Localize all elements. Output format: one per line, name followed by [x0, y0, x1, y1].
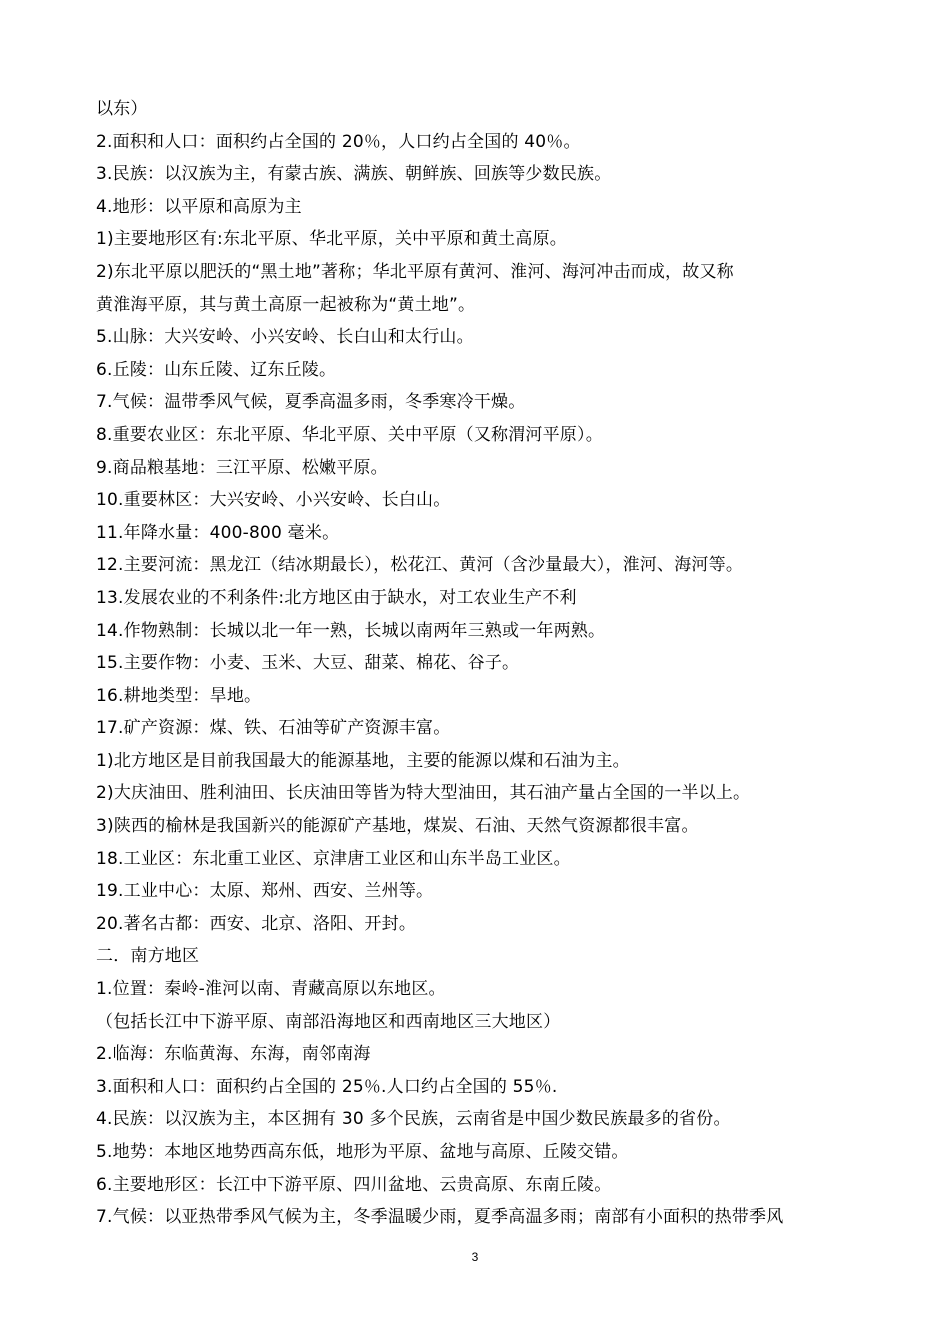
text-line: 2)大庆油田、胜利油田、长庆油田等皆为特大型油田，其石油产量占全国的一半以上。	[96, 783, 751, 804]
text-line: 3.民族：以汉族为主，有蒙古族、满族、朝鲜族、回族等少数民族。	[96, 164, 612, 185]
text-line: 7.气候：以亚热带季风气候为主，冬季温暖少雨，夏季高温多雨；南部有小面积的热带季风	[96, 1207, 784, 1228]
text-line: 3)陕西的榆林是我国新兴的能源矿产基地，煤炭、石油、天然气资源都很丰富。	[96, 816, 699, 837]
text-line: 10.重要林区：大兴安岭、小兴安岭、长白山。	[96, 490, 451, 511]
text-line: 1)北方地区是目前我国最大的能源基地，主要的能源以煤和石油为主。	[96, 750, 630, 771]
text-line: 以东）	[96, 99, 148, 119]
text-line: 17.矿产资源：煤、铁、石油等矿产资源丰富。	[96, 718, 451, 739]
page-number: 3	[471, 1250, 479, 1264]
text-line: 20.著名古都：西安、北京、洛阳、开封。	[96, 913, 417, 934]
text-line: （包括长江中下游平原、南部沿海地区和西南地区三大地区）	[96, 1011, 561, 1032]
section-heading: 二．南方地区	[96, 946, 200, 967]
text-line: 2.临海：东临黄海、东海，南邻南海	[96, 1044, 371, 1065]
document-body	[96, 93, 886, 1234]
text-line: 19.工业中心：太原、郑州、西安、兰州等。	[96, 881, 434, 902]
text-line: 18.工业区：东北重工业区、京津唐工业区和山东半岛工业区。	[96, 848, 571, 869]
text-line: 8.重要农业区：东北平原、华北平原、关中平原（又称渭河平原）。	[96, 424, 603, 445]
text-line: 2.面积和人口：面积约占全国的 20％，人口约占全国的 40％。	[96, 131, 581, 152]
text-line: 黄淮海平原，其与黄土高原一起被称为“黄土地”。	[96, 294, 476, 315]
text-line: 1.位置：秦岭-淮河以南、青藏高原以东地区。	[96, 979, 446, 1000]
text-line: 5.山脉：大兴安岭、小兴安岭、长白山和太行山。	[96, 327, 474, 348]
text-line: 1)主要地形区有:东北平原、华北平原，关中平原和黄土高原。	[96, 229, 567, 250]
text-line: 11.年降水量：400-800 毫米。	[96, 522, 340, 543]
text-line: 7.气候：温带季风气候，夏季高温多雨，冬季寒冷干燥。	[96, 392, 526, 413]
text-line: 3.面积和人口：面积约占全国的 25％.人口约占全国的 55％.	[96, 1076, 558, 1097]
text-line: 5.地势：本地区地势西高东低，地形为平原、盆地与高原、丘陵交错。	[96, 1142, 629, 1162]
text-line: 9.商品粮基地：三江平原、松嫩平原。	[96, 457, 388, 478]
text-line: 2)东北平原以肥沃的“黑土地”著称；华北平原有黄河、淮河、海河冲击而成，故又称	[96, 261, 734, 282]
text-line: 13.发展农业的不利条件:北方地区由于缺水，对工农业生产不利	[96, 587, 577, 608]
text-line: 4.民族：以汉族为主，本区拥有 30 多个民族，云南省是中国少数民族最多的省份。	[96, 1109, 731, 1130]
text-line: 14.作物熟制：长城以北一年一熟，长城以南两年三熟或一年两熟。	[96, 620, 606, 641]
text-line: 4.地形：以平原和高原为主	[96, 196, 302, 217]
text-line: 6.丘陵：山东丘陵、辽东丘陵。	[96, 359, 337, 380]
text-line: 12.主要河流：黑龙江（结冰期最长），松花江、黄河（含沙量最大），淮河、海河等。	[96, 555, 744, 576]
text-line: 15.主要作物：小麦、玉米、大豆、甜菜、棉花、谷子。	[96, 653, 520, 674]
text-line: 16.耕地类型：旱地。	[96, 685, 262, 706]
text-line: 6.主要地形区：长江中下游平原、四川盆地、云贵高原、东南丘陵。	[96, 1174, 612, 1195]
